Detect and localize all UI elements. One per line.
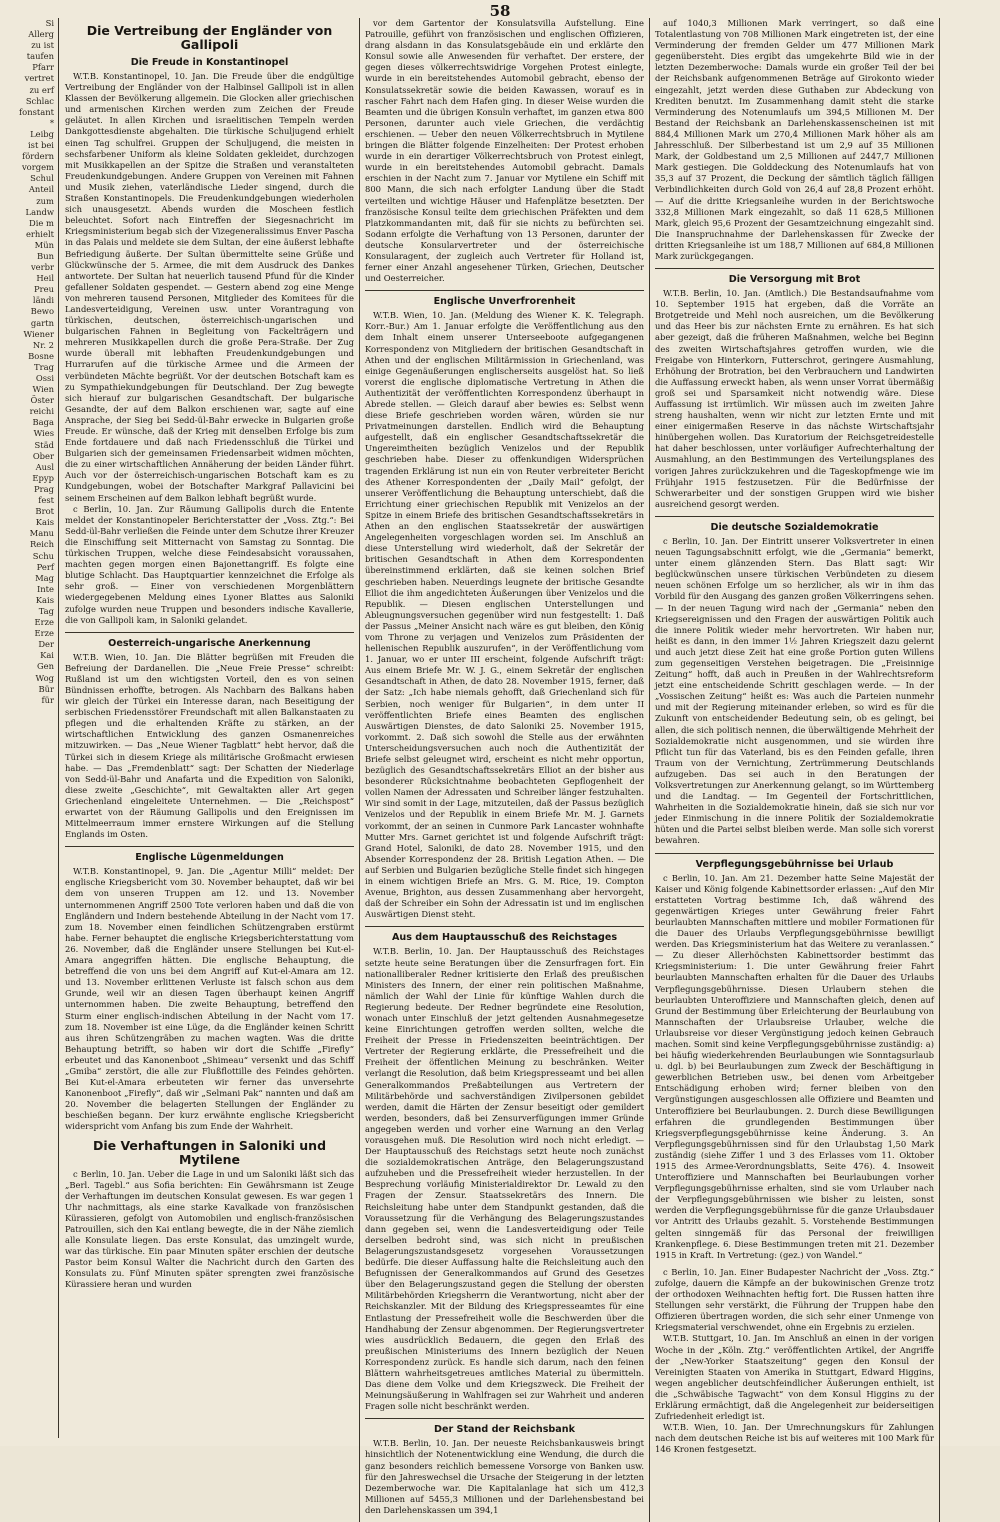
section-rule — [655, 268, 934, 269]
fragment-line: Wiener — [23, 328, 54, 339]
article-paragraph: W.T.B. Berlin, 10. Jan. (Amtlich.) Die Bestandsaufnahme vom 10. September 1915 hat ergeben, daß die Vorräte an Brotgetreide und Mehl noch ausreichen, um die Bevölkerung und das Heer bis zur nächsten Ernte zu ernähren. Es hat sich aber gezeigt, daß die früheren Maßnahmen, welche bei Beginn des zweiten Wirtschaftsjahres getroffen wurden, wie die Freigabe von Hinterkorn, Futterschrot, geringere Ausmahlung, Erhöhung der Brotration, bei den Verbrauchern und Landwirten die Auffassung erweckt haben, als wenn unser Vorrat übermäßig groß sei und Sparsamkeit nicht notwendig wäre. Diese Auffassung ist irrtümlich. Wir müssen auch im zweiten Jahre streng haushalten, wenn wir nicht zur letzten Ernte und mit einer einigermaßen Reserve in das nächste Wirtschaftsjahr hinübergehen wollen. Das Kuratorium der Reichsgetreidestelle hat daher beschlossen, unter vorläufiger Aufrechterhaltung der Ausmahlung, an den Bestimmungen des Verteilungsplanes des vorigen Jahres zurückzukehren und die Tageskopfmenge wie im Frühjahr 1915 festzusetzen. Für die Bedürfnisse der Schwerarbeiter und der sonstigen Gruppen wird wie bisher ausreichend gesorgt werden. — [655, 288, 934, 509]
fragment-line: Bewo — [30, 306, 54, 317]
article-paragraph: W.T.B. Stuttgart, 10. Jan. Im Anschluß an einen in der vorigen Woche in der „Köln. Ztg.“ veröffentlichten Artikel, der Angriffe der „New-Yorker Staatszeitung“ gegen den Konsul der Vereinigten Staaten von Amerika in Stuttgart, Edward Higgins, wegen angeblicher deutschfeindlicher Äußerungen enthielt, ist die „Schwäbische Tagwacht“ von dem Konsul Higgins zu der Erklärung ermächtigt, daß die Angelegenheit zur beiderseitigen Zufriedenheit erledigt ist. — [655, 1333, 934, 1422]
fragment-line: Bun — [37, 250, 54, 261]
fragment-line: Bür — [38, 683, 54, 694]
fragment-line: Gen — [36, 661, 54, 672]
article-subheadline: Die Versorgung mit Brot — [728, 274, 861, 286]
fragment-line: für — [41, 694, 54, 705]
fragment-line: Inte — [36, 583, 54, 594]
article-paragraph: W.T.B. Wien, 10. Jan. Die Blätter begrüßen mit Freuden die Befreiung der Dardanellen. Die „Neue Freie Presse“ schreibt: Rußland ist um den wichtigsten Vorteil, den es von seinen Bündnissen erhoffte, betrogen. Als Nachbarn des Balkans haben wir gleich der Türkei ein Interesse daran, nach Beseitigung der serbischen Friedensstörer Freundschaft mit allen Balkanstaaten zu pflegen und die erhaltenden Kräfte zu stärken, an der wirtschaftlichen Entwicklung des ganzen Osmanenreiches mitzuwirken. — Das „Neue Wiener Tagblatt“ hebt hervor, daß die Türkei sich in diesem Kriege als militärische Großmacht erwiesen habe. — Das „Fremdenblatt“ sagt: Der Schatten der Niederlage von Sedd-ül-Bahr und Anafarta und die Expedition von Saloniki, diese zweite „Geschichte“, mit Gewaltakten aller Art gegen Griechenland eingeleitete Unternehmen. — Die „Reichspost“ erwartet von der Räumung Gallipolis und den Ereignissen im Mittelmeerraum immer ernstere Wirkungen auf die Stellung Englands im Osten. — [65, 651, 354, 840]
fragment-line: vorgem — [21, 162, 54, 173]
fragment-line: Prag — [34, 483, 54, 494]
article-paragraph: W.T.B. Berlin, 10. Jan. Der Hauptausschuß des Reichstages setzte heute seine Beratungen über die Zensurfragen fort. Ein nationalliberaler Redner kritisierte den Erlaß des preußischen Ministers des Innern, der einer rein politischen Maßnahme, nämlich der Wahl der Linie für künftige Wahlen durch die Regierung bedeute. Der Redner begründete eine Resolution, wonach unter Einschluß der jetzt geltenden Ausnahmegesetze keine Einrichtungen getroffen werden sollten, welche die Freiheit der Presse in Friedenszeiten beeinträchtigen. Der Vertreter der Regierung erklärte, die Pressefreiheit und die Freiheit der öffentlichen Meinung zu beschränken. Weiter verlangt die Resolution, daß beim Kriegspresseamt und bei allen Generalkommandos Preßabteilungen aus Vertretern der Militärbehörde und sachverständigen Zivilpersonen gebildet werden, damit die Härten der Zensur beseitigt oder gemildert werden, besonders, daß bei Zensurverfügungen immer Gründe angegeben werden und vorher eine Warnung an den Verlag vorausgehen muß. Die Resolution wird noch nicht erledigt. — Der Hauptausschuß des Reichstags setzt heute noch zunächst die sozialdemokratischen Anträge, den Belagerungszustand aufzuheben und die Pressefreiheit wieder herzustellen. In der Besprechung vorläufig Ministerialdirektor Dr. Lewald zu den Fragen der Zensur. Staatssekretärs des Innern. Die Reichsleitung habe unter dem Standpunkt gestanden, daß die Voraussetzung für die Verhängung des Belagerungszustandes dann gegeben sei, wenn die Landesverteidigung oder Teile derselben bedroht sind, was sich nicht in preußischen Belagerungszustandsgesetz vorgesehen Voraussetzungen bedürfe. Die dieser Auffassung halte die Reichsleitung auch den Befugnissen der Generalkommandos auf Grund des Gesetzes über den Belagerungszustand gegen die Stellung der obersten Militärbehörden Kriegsherrn die Verantwortung, nicht aber der Reichskanzler. Mit der Bildung des Kriegspresseamtes für eine Entlastung der Pressefreiheit wolle die Beschwerden über die Handhabung der Zensur abgenommen. Der Regierungsvertreter wies ausdrücklich Bedauern, die gegen den Erlaß des preußischen Ministeriums des Innern bezüglich der Neuen Korrespondenz zurück. Es handle sich darum, nach den feinen Blättern wahrheitsgetreues amtliches Material zu übermitteln. Das diene dem Volke und dem Kriegszweck. Die Freiheit der Meinungsäußerung in Wahlfragen sei zur Wahrheit und anderen Fragen solle nicht beschränkt werden. — [365, 946, 644, 1412]
column-2 — [360, 18, 650, 1522]
column-1 — [60, 18, 360, 1522]
article-saloniki — [65, 1139, 354, 1291]
article-unverfrorenheit — [365, 290, 644, 920]
fragment-line: Si — [45, 18, 54, 28]
fragment-line: Ausl — [35, 461, 54, 472]
article-paragraph: c Berlin, 10. Jan. Ueber die Lage in und um Saloniki läßt sich das „Berl. Tagebl.“ aus Sofia berichten: Ein Gewährsmann ist Zeuge der Verhaftungen im deutschen Konsulat gewesen. Es war gegen 1 Uhr nachmittags, als eine starke Kavalkade von französischen Kürassieren, gefolgt von Automobilen und englisch-französischen Patrouillen, sich den Kai entlang bewegte, die in der Nähe ziemlich alle Konsulate liegen. Das erste Konsulat, das umzingelt wurde, war das türkische. Ein paar Minuten später erschien der deutsche Pastor beim Konsul Walter die Nachricht durch den Garten des Konsulats zu. Fünf Minuten später sprengten zwei französische Kürassiere heran und wurden — [65, 1168, 354, 1290]
fragment-line: Erze — [34, 617, 54, 628]
column-3 — [650, 18, 940, 1522]
article-subheadline: Englische Unverfrorenheit — [433, 296, 576, 308]
fragment-line: * — [49, 117, 54, 128]
fragment-line: taufen — [26, 51, 54, 62]
fragment-line: verbr — [30, 262, 54, 273]
fragment-line: Wog — [35, 672, 54, 683]
section-rule — [365, 290, 644, 291]
article-paragraph: c Berlin, 10. Jan. Der Eintritt unserer Volksvertreter in einen neuen Tagungsabschnitt erfolgt, wie die „Germania“ bemerkt, unter einem glänzenden Stern. Das Blatt sagt: Wir beglückwünschen unsere türkischen Verbündeten zu diesem neuen schönen Erfolge um so herzlicher, als wir in ihm das Vorbild für den Ausgang des ganzen großen Völkerringens sehen. — In der neuen Tagung wird nach der „Germania“ neben den Kriegsereignissen und den Fragen der auswärtigen Politik auch die innere Politik wieder mehr hervortreten. Wir haben nur, heißt es dann, in den immer 1½ Jahren Kriegszeit dazu gelernt und auch jetzt diese Zeit hat eine große Portion guten Willens zum gegenseitigen Verstehen beigetragen. Die „Freisinnige Zeitung“ hofft, daß auch in Preußen in der Wahlrechtsreform jetzt eine entscheidende Schritt geschlagen werde. — In der „Vossischen Zeitung“ heißt es: Was auch die Parteien nunmehr und mit der Regierung miteinander erleben, so wird es für die Zukunft von entscheidender Bedeutung sein, ob es gelingt, bei allen, die sich politisch nennen, die überwältigende Mehrheit der Sozialdemokratie nicht ausgenommen, und sie würden ihre Pflicht tun für das Vaterland, bis es den Feinden gefalle, ihren Traum von der Vernichtung, Zertrümmerung Deutschlands aufzugeben. Das sei auch in den Beratungen der Volksvertretungen zur Anerkennung gelangt, so im Württemberg und die Landtag. — Im Gegenteil der Fortschrittlichen, Wahrheiten in die Sozialdemokratie hinein, daß sie sich nur vor jeder Einmischung in die innere Politik der Sozialdemokratie hüten und die Partei selbst bleiben werde. Man solle sich vorerst bewahren. — [655, 535, 935, 846]
article-headline: Die Verhaftungen in Saloniki und Mytilene — [92, 1137, 327, 1167]
article-reichsbank — [365, 1418, 644, 1516]
fragment-line: Schlac — [25, 95, 54, 106]
fragment-line: fest — [38, 495, 54, 506]
article-sozialdemokratie — [655, 516, 934, 847]
fragment-line: Anteil — [28, 184, 54, 195]
fragment-line: fördern — [22, 151, 54, 162]
fragment-line: Tag — [38, 605, 54, 616]
article-reichsbank-cont — [655, 18, 934, 262]
article-bukowina — [655, 1267, 934, 1456]
column-4-cutoff — [940, 18, 990, 1522]
article-luegen — [65, 846, 354, 1132]
fragment-line: Leibg — [30, 128, 54, 139]
fragment-line: Mün — [34, 239, 54, 250]
fragment-line: Preu — [34, 284, 54, 295]
article-paragraph: auf 1040,3 Millionen Mark verringert, so daß eine Totalentlastung von 708 Millionen Mark eingetreten ist, der eine Verminderung der fremden Gelder um 477 Millionen Mark gegenübersteht. Dies ergibt das umgekehrte Bild wie in der letzten Dezemberwoche: Damals wurde ein großer Teil der bei der Reichsbank aufgenommenen Beträge auf Girokonto wieder eingezahlt, jetzt werden diese Guthaben zur Abdeckung von Krediten benutzt. Im Zusammenhang damit steht die starke Verminderung des Notenumlaufs um 394,5 Millionen M. Der Bestand der Reichsbank an Darlehenskassenscheinen ist mit 884,4 Millionen Mark um 270,4 Millionen Mark höher als am Jahresschluß. Der Silberbestand ist um 2,9 auf 35 Millionen Mark, der Goldbestand um 2,5 Millionen auf 2447,7 Millionen Mark gestiegen. Die Golddeckung des Notenumlaufs hat von 35,3 auf 37 Prozent, die Deckung der sämtlich täglich fälligen Verbindlichkeiten durch Gold von 26,4 auf 28,8 Prozent erhöht. — Auf die dritte Kriegsanleihe wurden in der Berichtswoche 332,8 Millionen Mark eingezahlt, so daß 11 628,5 Millionen Mark, gleich 95,6 Prozent der Gesamtzeichnung eingezahlt sind. Die Inanspruchnahme der Darlehenskassen für Zwecke der dritten Kriegsanleihe ist um 188,7 Millionen auf 684,8 Millionen Mark zurückgegangen. — [655, 18, 934, 261]
fragment-line: Wien — [32, 384, 54, 395]
column-grid — [60, 18, 990, 1515]
fragment-line: Brot — [35, 506, 54, 517]
fragment-line: Ober — [32, 450, 54, 461]
article-subheadline: Oesterreich-ungarische Anerkennung — [108, 637, 311, 649]
article-paragraph: c Berlin, 10. Jan. Am 21. Dezember hatte Seine Majestät der Kaiser und König folgende Kabinettsorder erlassen: „Auf den Mir erstatteten Vortrag bestimme Ich, daß während des gegenwärtigen Krieges unter Gewährung freier Fahrt beurlaubten Mannschaften mittlere und mobiler Formationen für die Dauer des Urlaubs Verpflegungsgebührnisse bewilligt werden. Das Kriegsministerium hat das Weitere zu veranlassen.“ — Zu dieser Allerhöchsten Kabinettsorder bestimmt das Kriegsministerium: 1. Die unter Gewährung freier Fahrt beurlaubten Mannschaften erhalten für die Dauer des Urlaubs Verpflegungsgebührnisse. Diesen Urlaubern stehen die beurlaubten Unteroffiziere und Mannschaften gleich, denen auf Grund der Bestimmung über Erleichterung der Beurlaubung von Mannschaften der Urlaubsreise Urlauber, welche die Urlaubsreise vor dieser Vergünstigung jedoch keinen Gebrauch machen. Somit sind keine Verpflegungsgebührnisse zuständig: a) bei häufig wiederkehrenden Beurlaubungen wie Sonntagsurlaub u. dgl. b) bei Beurlaubungen zum Zweck der Beschäftigung in gewerblichen Betrieben usw., bei denen vom Arbeitgeber Entschädigung erhoben wird; ferner bleiben von den Vergünstigungen ausgeschlossen alle Offiziere und Beamten und Unteroffiziere bei Beurlaubungen. 2. Durch diese Bewilligungen erfahren die grundlegenden Bestimmungen über Kriegsverpflegungsgebührnisse keine Änderung. 3. An Verpflegungsgebührnissen sind für den Urlaubstag 1,50 Mark zuständig (siehe Ziffer 1 und 3 des Erlasses vom 11. Oktober 1915 des Armee-Verordnungsblatts, Seite 476). 4. Insoweit Unteroffiziere und Mannschaften bei Beurlaubungen vorher Verpflegungsgebührnisse erhalten, sind sie vom Urlauber nach der Verpflegungsgebührnissen wie bisher zu leisten, sonst werden die Verpflegungsgebührnisse für die ganze Urlaubsdauer vor Antritt des Urlaubs gezahlt. 5. Vorstehende Bestimmungen gelten sinngemäß für das Personal der freiwilligen Krankenpflege. 6. Diese Bestimmungen treten mit 21. Dezember 1915 in Kraft. In Vertretung: (gez.) von Wandel.“ — [655, 872, 934, 1260]
fragment-line: Pfarr — [32, 62, 54, 73]
fragment-line: zum — [36, 195, 54, 206]
fragment-line: Trag — [34, 361, 54, 372]
article-paragraph: c Berlin, 10. Jan. Einer Budapester Nachricht der „Voss. Ztg.“ zufolge, dauern die Kämpfe an der bukowinischen Grenze trotz der orthodoxen Weihnachten heftig fort. Die Russen hatten ihre Stellungen sehr verstärkt, die Führung der Truppen habe den Offizieren übertragen worden, die sich sehr einer Unmenge von Kriegsmaterial verschwendet, ohne ein Ergebnis zu erzielen. — [655, 1266, 934, 1333]
fragment-line: Bosne — [28, 350, 54, 361]
fragment-line: Schu — [32, 550, 54, 561]
article-paragraph: W.T.B. Wien, 10. Jan. (Meldung des Wiener K. K. Telegraph. Korr.-Bur.) Am 1. Januar erfolgte die Veröffentlichung aus den dem Inhalt einem unserer Unterseeboote aufgegangenen Korrespondenz von Mitgliedern der britischen Gesandtschaft in Athen und der englischen Militärmission in Griechenland, was einige Gegenäußerungen englischerseits ausgelöst hat. So ließ vorerst die englische diplomatische Vertretung in Athen die Authentizität der veröffentlichten Korrespondenz überhaupt in Abrede stellen. — Gleich darauf aber bewies es: Selbst wenn diese Briefe geschrieben worden wären, würden sie nur Privatmeinungen darstellen. Endlich wird die Behauptung aufgestellt, daß ein englischer Gesandtschaftssekretär die Ungereimtheiten bezüglich Venizelos und der Republik geschrieben habe. Dieser zu offenkundigen Widersprüchen tragenden Erklärung ist nun ein von Reuter verbreiteter Bericht des Athener Korrespondenten der „Daily Mail“ gefolgt, der unserer Veröffentlichung die Behauptung unterschiebt, daß die Errichtung einer griechischen Republik mit Venizelos an der Spitze in einem Briefe des britischen Gesandtschaftssekretärs in Athen an den englischen Staatssekretär der auswärtigen Angelegenheiten vorgeschlagen worden sei. Im Anschluß an diese Unterstellung wird wiederholt, daß der Sekretär der britischen Gesandtschaft in Athen dem Korrespondenten übereinstimmend erklärten, daß sie keinen solchen Brief geschrieben haben. Neuerdings leugnete der britische Gesandte Elliot die ihm angedichteten Äußerungen über Venizelos und die Republik. — Diesen englischen Unterstellungen und Ableugnungsversuchen gegenüber wird nun festgestellt: 1. Daß der Passus „Meiner Ansicht nach wäre es gut bleiben, den König vom Throne zu verjagen und Venizelos zum Präsidenten der hellenischen Republik auszurufen“, in der Veröffentlichung vom 1. Januar, wo er unter III erscheint, folgende Aufschrift trägt: Aus einem Briefe Mr. W. J. G., einem Sekretär der englischen Gesandtschaft in Athen, de dato 28. November 1915, ferner, daß der Satz: „Ich habe niemals gehofft, daß Griechenland sich für Serbien, noch weniger für Bulgarien“, in dem unter II veröffentlichten Briefe eines Beamten des englischen Auswärtigen Dienstes, de dato Saloniki 25. November 1915, vorkommt. 2. Daß sich sowohl die Stelle aus der erwähnten Unterscheidungsversuchen auch noch die Authentizität der Briefe selbst geleugnet wird, erscheint es nicht mehr opportun, bezüglich des Gesandtschaftssekretärs Elliot an der bisher aus besonderer Rücksichtnahme beobachteten Gepflogenheit der vollen Namen der Adressaten und Schreiber länger festzuhalten. Wir sind somit in der Lage, mitzuteilen, daß der Passus bezüglich Venizelos und der Republik in einem Briefe Mr. M. J. Garnets vorkommt, der an seinen in Cunmore Park Lancaster wohnhafte Mutter Mrs. Garnet gerichtet ist und folgende Aufschrift trägt: Grand Hotel, Saloniki, de dato 28. November 1915, und den Absender Korrespondenz der 28. British Legation Athen. — Die auf Serbien und Bulgarien bezügliche Stelle findet sich hingegen in einem wichtigen Briefe an Mrs. G. M. Rice, 19. Compton Avenue, Brighton, aus dessen Zusammenhang aber hervorgeht, daß der Schreiber ein Sohn der Adressatin ist und im englischen Auswärtigen Dienst steht. — [365, 310, 644, 920]
fragment-line: Kais — [35, 517, 54, 528]
section-rule — [655, 516, 934, 517]
fragment-line: Perf — [36, 561, 54, 572]
fragment-line: Kais — [35, 594, 54, 605]
fragment-line: Erze — [34, 628, 54, 639]
fragment-line: zu erf — [29, 84, 54, 95]
fragment-line: Wies — [33, 428, 54, 439]
fragment-line: reichi — [29, 406, 54, 417]
article-subheadline: Der Stand der Reichsbank — [434, 1424, 575, 1436]
fragment-line: fonstant — [19, 106, 54, 117]
article-paragraph: W.T.B. Konstantinopel, 10. Jan. Die Freude über die endgültige Vertreibung der Engländer von der Halbinsel Gallipoli ist in allen Klassen der Bevölkerung allgemein. Die Glocken aller griechischen und armenischen Kirchen werden zum Zeichen der Freude geläutet. In allen Kirchen und israelitischen Tempeln werden Dankgottesdienste abgehalten. Die türkische Schuljugend erhielt einen Tag schulfrei. Gruppen der Schuljugend, die meisten in sechsfarbener Uniform als kleine Soldaten gekleidet, durchzogen mit Musikkapellen an der Spitze die Straßen und veranstalteten Freudenkundgebungen. Andere Gruppen von Vereinen mit Fahnen und Musik ziehen, vaterländische Lieder singend, durch die Straßen Konstantinopels. Die Freudenkundgebungen wiederholen sich unausgesetzt. Abends wurden die Moscheen festlich beleuchtet. Sofort nach Eintreffen der Siegesnachricht im Kriegsministerium begab sich der Vizegeneralissimus Enver Pascha in das Palais und meldete sie dem Sultan, der eine äußerst lebhafte Befriedigung äußerte. Der Sultan übermittelte seine Grüße und Glückwünsche der 5. Armee, die mit dem Ausdruck des Dankes antwortete. Der Sultan hat neuerlich tausend Pfund für die Kinder gefallener Soldaten gespendet. — Gestern abend zog eine Menge von mehreren tausend Personen, Mitglieder des Komitees für die Landesverteidigung, Vereinen usw. unter Vorantragung von türkischen, deutschen, österreichisch-ungarischen und bulgarischen Fahnen in Begleitung von Fackelträgern und mehreren Musikkapellen durch die große Pera-Straße. Der Zug wurde überall mit lebhaften Freudenkundgebungen und Hurrarufen auf die türkische Armee und die Armeen der verbündeten Mächte begrüßt. Vor der deutschen Botschaft kam es zu Sympathiekundgebungen für Deutschland. Der Zug bewegte sich hierauf zur bulgarischen Gesandtschaft. Der bulgarische Gesandte, der auf dem Balkon erschienen war, sagte auf eine Ansprache, der Sieg bei Sedd-ül-Bahr erwecke in Bulgarien große Freude. Er wünsche, daß der Krieg mit denselben Erfolge bis zum Ende fortdauere und daß nach Friedensschluß die Türkei und Bulgarien sich der gemeinsamen Friedensarbeit widmen möchten, die zu einer wirtschaftlichen Annäherung der beiden Länder führt. Auch vor der österreichisch-ungarischen Botschaft kam es zu Kundgebungen, wobei der Botschafter Markgraf Pallavicini bei seinem Erscheinen auf dem Balkon lebhaft begrüßt wurde. — [65, 71, 354, 503]
article-brot — [655, 268, 934, 510]
article-subheadline: Die deutsche Sozialdemokratie — [710, 521, 879, 533]
article-oesterreich — [65, 632, 354, 841]
adjacent-page-fragment — [0, 18, 59, 1438]
article-paragraph: W.T.B. Konstantinopel, 9. Jan. Die „Agentur Milli“ meldet: Der englische Kriegsbericht vom 30. November behauptet, daß wir bei dem von unseren Truppen am 12. und 13. November unternommenen Angriff 2500 Tote verloren haben und daß die von Engländern und Indern bestehende Abteilung in der Nacht vom 17. zum 18. November einen feindlichen Schützengraben erstürmt habe. Ferner behauptet die englische Kriegsberichterstattung vom 26. November, daß die Engländer unsere Stellungen bei Kut-el-Amara angegriffen hätten. Die englische Behauptung, die betreffend die von uns bei dem Angriff auf Kut-el-Amara am 12. und 13. November erlittenen Verluste ist falsch schon aus dem Grunde, weil wir an diesen Tagen überhaupt keinen Angriff unternommen haben. Die zweite Behauptung, betreffend den Sturm einer englisch-indischen Abteilung in der Nacht vom 17. zum 18. November ist eine Lüge, da die Engländer keinen Schritt aus ihren Schützengräben zu machen wagten. Was die dritte Behauptung betrifft, so haben wir dort die Schiffe „Firefly“ erbeutet und das Kanonenboot „Shimeau“ versenkt und das Schiff „Gmiba“ zerstört, die alle zur Flußflottille des Feindes gehörten. Bei Kut-el-Amara erbeuteten wir ferner das unversehrte Kanonenboot „Firefly“, daß wir „Selmani Pak“ nannten und daß am 20. November die belagerten Stellungen der Engländer zu beschießen begann. Der kurz erwähnte englische Kriegsbericht widerspricht vom Anfang bis zum Ende der Wahrheit. — [65, 866, 354, 1132]
section-rule — [65, 632, 354, 633]
fragment-line: Landw — [25, 206, 54, 217]
fragment-line: Baga — [32, 417, 54, 428]
article-subheadline: Die Freude in Konstantinopel — [130, 57, 289, 68]
section-rule — [65, 846, 354, 847]
article-paragraph: W.T.B. Wien, 10. Jan. Der Umrechnungskurs für Zahlungen nach dem deutschen Reiche ist bis auf weiteres mit 100 Mark für 146 Kronen festgesetzt. — [655, 1422, 934, 1455]
fragment-line: Die m — [29, 217, 54, 228]
fragment-line: ist bei — [27, 140, 54, 151]
fragment-line: Nr. 2 — [32, 339, 54, 350]
fragment-line: Der — [38, 639, 54, 650]
section-rule — [365, 926, 644, 927]
fragment-line: Mag — [35, 572, 54, 583]
fragment-line: Allerg — [28, 29, 54, 40]
fragment-line: Städ — [34, 439, 54, 450]
fragment-line: gartn — [30, 317, 54, 328]
article-subheadline: Verpflegungsgebührnisse bei Urlaub — [695, 858, 894, 870]
fragment-line: Kai — [40, 650, 54, 661]
fragment-line: Manu — [29, 528, 54, 539]
page-number: 58 — [489, 2, 511, 20]
article-paragraph: vor dem Gartentor der Konsulatsvilla Aufstellung. Eine Patrouille, geführt von französischen und englischen Offizieren, drang alsdann in das Konsulatsgebäude ein und erklärte den Konsul sowie alle Anwesenden für verhaftet. Der erstere, der gegen dieses völkerrechtswidrige Vorgehen Protest einlegte, wurde in ein bereitstehendes Automobil gebracht, ebenso der Konsulatssekretär sowie die beiden Kawassen, worauf es in rascher Fahrt nach dem Hafen ging. In dieser Weise wurden die Beamten und die übrigen Konsuln verhaftet, im ganzen etwa 800 Personen, darunter auch viele Griechen, die verdächtig erschienen. — Ueber den neuen Völkerrechtsbruch in Mytilene bringen die Blätter folgende Einzelheiten: Der Protest erhoben wurde in ein derartiger Völkerrechtsbruch von Protest einlegt, wurde in ein bereitstehendes Automobil gebracht. Damals erschien in der Nacht zum 7. Januar vor Mytilene ein Schiff mit 800 Mann, die sich nach erfolgter Landung über die Stadt verteilten und wichtige Häuser und Hafenplätze besetzten. Der französische Konsul teilte dem griechischen Präfekten und dem Platzkommandanten mit, daß für sie nichts zu befürchten sei. Sodann erfolgte die Verhaftung von 13 Personen, darunter der deutsche Konsularvertreter und der österreichische Konsularagent, der zugleich auch Vertreter für Holland ist, ferner einer Anzahl angesehener Türken, Griechen, Deutscher und Oesterreicher. — [365, 18, 644, 284]
article-saloniki-cont — [365, 18, 644, 284]
fragment-line: Öster — [30, 395, 54, 406]
fragment-line: erhielt — [25, 228, 54, 239]
fragment-line: Heil — [36, 273, 54, 284]
article-verpflegung — [655, 853, 934, 1261]
fragment-line: ländi — [32, 295, 54, 306]
fragment-line: zu ist — [31, 40, 54, 51]
fragment-line: Ossi — [35, 373, 54, 383]
article-paragraph: W.T.B. Berlin, 10. Jan. Der neueste Reichsbankausweis bringt hinsichtlich der Notenentwicklung eine Wendung, die durch die ganz besonders reichlich bemessene Vorsorge von Banken usw. für den Jahreswechsel die Ursache der Steigerung in der letzten Dezemberwoche war. Die Kapitalanlage hat sich um 412,3 Millionen auf 5455,3 Millionen und der Darlehensbestand bei den Darlehenskassen um 394,1 — [365, 1438, 644, 1515]
fragment-line: Schul — [30, 173, 54, 184]
fragment-line: Reich — [29, 539, 54, 550]
article-subheadline: Aus dem Hauptausschuß des Reichstages — [391, 932, 618, 944]
fragment-line: Epyp — [32, 472, 54, 483]
article-gallipoli — [65, 24, 354, 626]
article-subheadline: Englische Lügenmeldungen — [135, 852, 284, 864]
section-rule — [655, 853, 934, 854]
section-rule — [365, 1418, 644, 1419]
fragment-line: vertret — [24, 73, 54, 84]
article-hauptausschuss — [365, 926, 644, 1412]
article-paragraph: c Berlin, 10. Jan. Zur Räumung Gallipolis durch die Entente meldet der Konstantinopeler Berichterstatter der „Voss. Ztg.“: Bei Sedd-ül-Bahr verließen die Feinde unter dem Schutze ihrer Kreuzer die Einschiffung seit Mitternacht von Samstag zu Sonntag. Die türkischen Truppen, welche diese Feindesabsicht voraussahen, machten gegen morgen einen Bajonettangriff. Es folgte eine blutige Schlacht. Das Hauptquartier kennzeichnet die Erfolge als sehr groß. — Einer von verschiedenen Morgenblättern wiedergegebenen Meldung eines Lyoner Blattes aus Saloniki zufolge wurden neue Truppen und besonders indische Kavallerie, die von Gallipoli kam, in Saloniki gelandet. — [65, 503, 354, 625]
article-headline: Die Vertreibung der Engländer von Gallipoli — [86, 23, 333, 52]
